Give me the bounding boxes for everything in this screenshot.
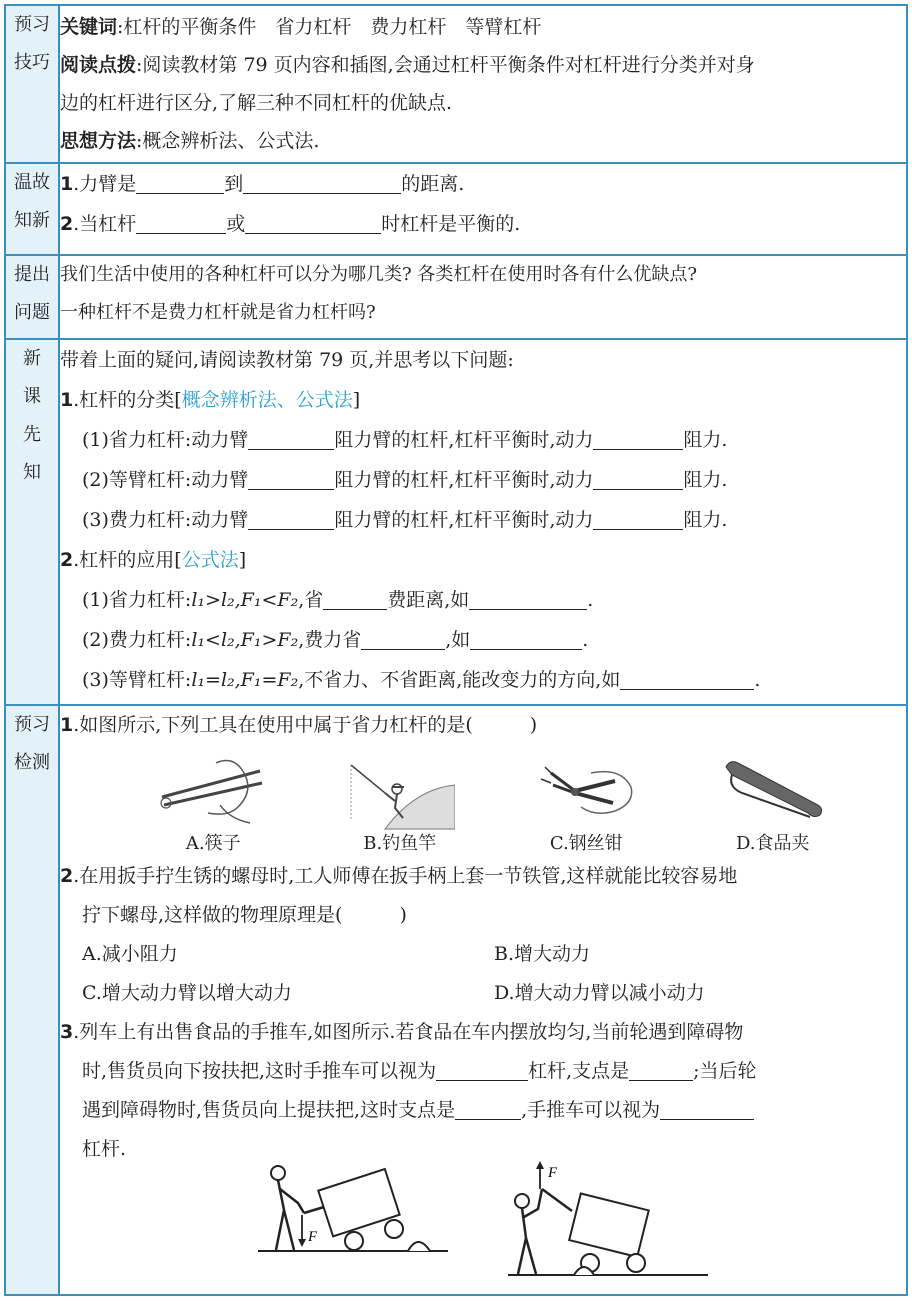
label-line: 新: [23, 348, 41, 369]
section-label: [5, 339, 59, 705]
option-fishing-rod[interactable]: [345, 753, 455, 857]
item-text: ,费力省: [298, 629, 362, 651]
question-text: ,手推车可以视为: [521, 1099, 661, 1121]
question-number: 2: [60, 213, 74, 235]
section-preview: [5, 5, 907, 163]
formula: l₁>l₂,F₁<F₂: [191, 589, 299, 611]
worksheet-table: [4, 4, 908, 1296]
item-text: 阻力臂的杠杆,杠杆平衡时,动力: [334, 429, 594, 451]
force-label: F: [548, 1165, 558, 1181]
answer-blank[interactable]: [248, 503, 334, 530]
question-number: 1: [60, 173, 74, 195]
section-content: 关键词:杠杆的平衡条件 省力杠杆 费力杠杆 等臂杠杆 阅读点拨:阅读教材第 79 页内容和插图,会通过杠杆平衡条件对杠杆进行分类并对身 边的杠杆进行区分,了解三种不同杠杆的优缺点. 思想方法:概念辨析法、公式法.: [59, 5, 907, 163]
item-text: 阻力.: [683, 509, 728, 531]
cart-lift-up-figure: [508, 1159, 708, 1279]
question-text: .力臂是: [73, 173, 137, 195]
option-chopsticks[interactable]: [158, 753, 268, 857]
chopsticks-icon: [158, 753, 268, 831]
intro-text: 带着上面的疑问,请阅读教材第 79 页,并思考以下问题:: [60, 349, 514, 371]
option-b[interactable]: B.增大动力: [494, 943, 591, 965]
keywords-label: 关键词: [60, 16, 118, 38]
question-number: 1: [60, 389, 74, 411]
method-label: 思想方法: [60, 130, 137, 152]
section-label: [5, 163, 59, 255]
reading-text: 阅读教材第 79 页内容和插图,会通过杠杆平衡条件对杠杆进行分类并对身: [142, 54, 755, 76]
answer-blank[interactable]: [243, 167, 401, 194]
question-text: .如图所示,下列工具在使用中属于省力杠杆的是( ): [73, 714, 538, 736]
option-pliers[interactable]: [531, 753, 641, 857]
section-label: [5, 5, 59, 163]
question-line: 一种杠杆不是费力杠杆就是省力杠杆吗?: [60, 302, 376, 323]
question-text: .当杠杆: [73, 213, 137, 235]
question-text: 杠杆.: [82, 1138, 127, 1160]
tool-images: [60, 745, 906, 857]
fishing-rod-icon: [345, 753, 455, 831]
section-label: [5, 255, 59, 339]
option-label: D.食品夹: [735, 833, 810, 854]
question-text: .在用扳手拧生锈的螺母时,工人师傅在扳手柄上套一节铁管,这样就能比较容易地: [73, 865, 738, 887]
answer-blank[interactable]: [248, 463, 334, 490]
item-text: 费距离,如: [387, 589, 470, 611]
question-text: .列车上有出售食品的手推车,如图所示.若食品在车内摆放均匀,当前轮遇到障碍物: [73, 1021, 744, 1043]
method-text: 概念辨析法、公式法.: [142, 130, 320, 152]
section-newlesson: [5, 339, 907, 705]
item-text: ,省: [298, 589, 324, 611]
item-text: (2)费力杠杆:: [82, 629, 192, 651]
item-text: (2)等臂杠杆:动力臂: [82, 469, 249, 491]
item-text: (3)费力杠杆:动力臂: [82, 509, 249, 531]
item-text: 阻力臂的杠杆,杠杆平衡时,动力: [334, 469, 594, 491]
answer-blank[interactable]: [436, 1054, 528, 1081]
formula: l₁=l₂,F₁=F₂: [191, 669, 299, 691]
label-line: 预习: [14, 714, 50, 735]
section-content: [59, 163, 907, 255]
section-check: [5, 705, 907, 1295]
answer-blank[interactable]: [136, 207, 226, 234]
question-text: 或: [226, 213, 246, 235]
item-text: (1)省力杠杆:动力臂: [82, 429, 249, 451]
section-content: 带着上面的疑问,请阅读教材第 79 页,并思考以下问题: 1.杠杆的分类[概念辨析法、公式法] (1)省力杠杆:动力臂 阻力臂的杠杆,杠杆平衡时,动力 阻力. (2)等臂杠杆:动力臂 阻力臂的杠杆,杠杆平衡时,动力 阻力. (3)费力杠杆:动力臂 阻力臂的杠杆,杠杆平衡时,动力 阻力. 2.杠杆的应用[公式法] (1)省力杠杆:l₁>l₂,F₁<F₂,省 费距离,如 . (2)费力杠杆:l₁<l₂,F₁>F₂,费力省 ,如 . (3)等臂杠杆:l₁=l₂,F₁=F₂,不省力、不省距离,能改变力的方向,如 .: [59, 339, 907, 705]
option-label: C.钢丝钳: [549, 833, 623, 854]
keywords: 杠杆的平衡条件 省力杠杆 费力杠杆 等臂杠杆: [123, 16, 542, 38]
answer-blank[interactable]: [248, 423, 334, 450]
item-text: .: [582, 629, 589, 651]
subsection-title: .杠杆的分类: [73, 389, 175, 411]
answer-blank[interactable]: [469, 583, 587, 610]
pliers-icon: [531, 753, 641, 831]
option-d[interactable]: D.增大动力臂以减小动力: [494, 982, 705, 1004]
answer-blank[interactable]: [245, 207, 381, 234]
label-line: 提出: [14, 264, 50, 285]
reading-label: 阅读点拨: [60, 54, 137, 76]
cart-figures: [60, 1155, 906, 1279]
label-line: 预习: [14, 14, 50, 35]
question-number: 2: [60, 549, 74, 571]
question-line: 我们生活中使用的各种杠杆可以分为哪几类? 各类杠杆在使用时各有什么优缺点?: [60, 264, 698, 285]
section-content: [59, 705, 907, 1295]
question-number: 2: [60, 865, 74, 887]
option-label: B.钓鱼竿: [363, 833, 437, 854]
answer-blank[interactable]: [455, 1093, 521, 1120]
subsection-title: .杠杆的应用: [73, 549, 175, 571]
label-line: 检测: [14, 752, 50, 773]
force-label: F: [308, 1229, 318, 1245]
answer-blank[interactable]: [629, 1054, 693, 1081]
method-tag: 概念辨析法、公式法: [181, 389, 353, 411]
answer-blank[interactable]: [361, 623, 445, 650]
section-content: [59, 255, 907, 339]
section-review: [5, 163, 907, 255]
label-line: 问题: [14, 302, 50, 323]
option-food-tongs[interactable]: [718, 753, 828, 857]
answer-blank[interactable]: [593, 423, 683, 450]
item-text: 阻力.: [683, 469, 728, 491]
question-text: ;当后轮: [693, 1060, 757, 1082]
item-text: .: [587, 589, 594, 611]
question-number: 3: [60, 1021, 74, 1043]
label-line: 温故: [14, 172, 50, 193]
label-line: 技巧: [14, 52, 50, 73]
label-line: 知新: [14, 210, 50, 231]
question-text: 的距离.: [401, 173, 465, 195]
item-text: 阻力.: [683, 429, 728, 451]
label-line: 知: [23, 462, 41, 483]
question-text: 时杠杆是平衡的.: [381, 213, 521, 235]
answer-blank[interactable]: [660, 1093, 754, 1120]
section-question: [5, 255, 907, 339]
question-text: 到: [224, 173, 244, 195]
item-text: ,不省力、不省距离,能改变力的方向,如: [298, 669, 621, 691]
item-text: .: [754, 669, 761, 691]
question-text: 时,售货员向下按扶把,这时手推车可以视为: [82, 1060, 437, 1082]
section-label: [5, 705, 59, 1295]
reading-text-cont: 边的杠杆进行区分,了解三种不同杠杆的优缺点.: [60, 92, 453, 114]
q2-options: [60, 935, 906, 1013]
option-label: A.筷子: [185, 833, 241, 854]
answer-blank[interactable]: [323, 583, 387, 610]
option-a[interactable]: A.减小阻力: [82, 943, 178, 965]
question-text: 拧下螺母,这样做的物理原理是( ): [82, 904, 407, 926]
formula: l₁<l₂,F₁>F₂: [191, 629, 299, 651]
answer-blank[interactable]: [136, 167, 224, 194]
answer-blank[interactable]: [593, 463, 683, 490]
question-text: 遇到障碍物时,售货员向上提扶把,这时支点是: [82, 1099, 456, 1121]
food-tongs-icon: [718, 753, 828, 831]
option-c[interactable]: C.增大动力臂以增大动力: [82, 982, 292, 1004]
answer-blank[interactable]: [593, 503, 683, 530]
item-text: (3)等臂杠杆:: [82, 669, 192, 691]
answer-blank[interactable]: [620, 663, 754, 690]
label-line: 课: [23, 386, 41, 407]
item-text: (1)省力杠杆:: [82, 589, 192, 611]
label-line: 先: [23, 424, 41, 445]
cart-push-down-figure: [258, 1159, 448, 1255]
question-number: 1: [60, 714, 74, 736]
method-tag: 公式法: [181, 549, 239, 571]
item-text: 阻力臂的杠杆,杠杆平衡时,动力: [334, 509, 594, 531]
item-text: ,如: [445, 629, 471, 651]
answer-blank[interactable]: [470, 623, 582, 650]
question-text: 杠杆,支点是: [528, 1060, 630, 1082]
